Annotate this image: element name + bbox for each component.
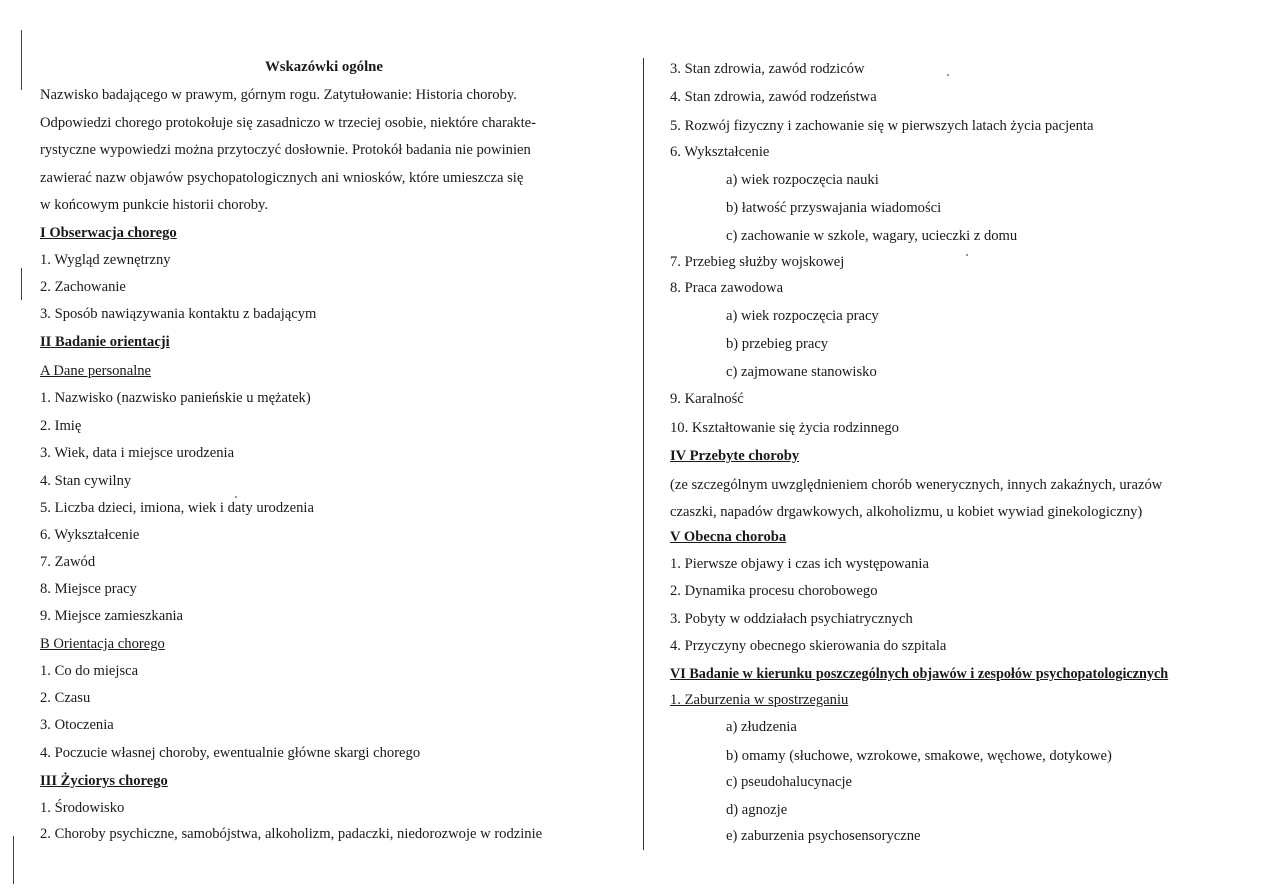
sub-list-item: a) wiek rozpoczęcia nauki (726, 172, 879, 188)
list-item: 3. Pobyty w oddziałach psychiatrycznych (670, 611, 913, 627)
page-title: Wskazówki ogólne (265, 59, 383, 75)
scan-speck (966, 254, 968, 256)
section-heading-3: III Życiorys chorego (40, 773, 168, 789)
list-item: 1. Wygląd zewnętrzny (40, 252, 171, 268)
sub-list-item: e) zaburzenia psychosensoryczne (726, 828, 921, 844)
list-item: 8. Miejsce pracy (40, 581, 137, 597)
list-item: 2. Imię (40, 418, 82, 434)
list-item: 6. Wykształcenie (40, 527, 140, 543)
section-4-text: czaszki, napadów drgawkowych, alkoholizmu, u kobiet wywiad ginekologiczny) (670, 504, 1143, 520)
list-item: 2. Czasu (40, 690, 91, 706)
list-item: 3. Stan zdrowia, zawód rodziców (670, 61, 865, 77)
list-item: 1. Nazwisko (nazwisko panieńskie u mężatek) (40, 390, 311, 406)
list-item: 2. Dynamika procesu chorobowego (670, 583, 878, 599)
list-item: 3. Otoczenia (40, 717, 114, 733)
list-item: 5. Liczba dzieci, imiona, wiek i daty urodzenia (40, 500, 314, 516)
list-item: 4. Stan cywilny (40, 473, 132, 489)
subsection-b: B Orientacja chorego (40, 636, 165, 652)
list-item: 3. Sposób nawiązywania kontaktu z badającym (40, 306, 317, 322)
scan-speck (235, 496, 237, 498)
section-heading-2: II Badanie orientacji (40, 334, 170, 350)
list-item: 9. Miejsce zamieszkania (40, 608, 184, 624)
subsection-a: A Dane personalne (40, 363, 152, 379)
list-item: 5. Rozwój fizyczny i zachowanie się w pierwszych latach życia pacjenta (670, 118, 1094, 134)
list-item: 4. Stan zdrowia, zawód rodzeństwa (670, 89, 877, 105)
sub-list-item: b) omamy (słuchowe, wzrokowe, smakowe, węchowe, dotykowe) (726, 748, 1112, 764)
intro-line: zawierać nazw objawów psychopatologicznych ani wniosków, które umieszcza się (40, 170, 524, 186)
list-item: 2. Zachowanie (40, 279, 126, 295)
list-item: 1. Środowisko (40, 800, 125, 816)
list-item: 7. Przebieg służby wojskowej (670, 254, 845, 270)
list-item: 4. Przyczyny obecnego skierowania do szpitala (670, 638, 947, 654)
list-item: 7. Zawód (40, 554, 96, 570)
list-item: 4. Poczucie własnej choroby, ewentualnie główne skargi chorego (40, 745, 421, 761)
section-heading-1: I Obserwacja chorego (40, 225, 177, 241)
margin-mark-bottom (13, 836, 14, 884)
intro-line: Odpowiedzi chorego protokołuje się zasadniczo w trzeciej osobie, niektóre charakte- (40, 115, 536, 131)
section-heading-4: IV Przebyte choroby (670, 448, 800, 464)
margin-mark-middle (21, 268, 22, 300)
scan-speck (947, 74, 949, 76)
list-item: 9. Karalność (670, 391, 744, 407)
list-item: 8. Praca zawodowa (670, 280, 784, 296)
list-item: 1. Co do miejsca (40, 663, 139, 679)
column-divider (643, 58, 644, 850)
sub-list-item: a) wiek rozpoczęcia pracy (726, 308, 879, 324)
subsection-6-1: 1. Zaburzenia w spostrzeganiu (670, 692, 849, 708)
sub-list-item: b) łatwość przyswajania wiadomości (726, 200, 942, 216)
list-item: 1. Pierwsze objawy i czas ich występowania (670, 556, 929, 572)
section-heading-5: V Obecna choroba (670, 529, 787, 545)
margin-mark-top (21, 30, 22, 90)
intro-line: Nazwisko badającego w prawym, górnym rogu. Zatytułowanie: Historia choroby. (40, 87, 517, 103)
sub-list-item: c) zajmowane stanowisko (726, 364, 877, 380)
list-item: 10. Kształtowanie się życia rodzinnego (670, 420, 899, 436)
list-item: 6. Wykształcenie (670, 144, 770, 160)
sub-list-item: c) zachowanie w szkole, wagary, ucieczki z domu (726, 228, 1018, 244)
list-item: 2. Choroby psychiczne, samobójstwa, alkoholizm, padaczki, niedorozwoje w rodzinie (40, 826, 543, 842)
sub-list-item: d) agnozje (726, 802, 788, 818)
section-heading-6: VI Badanie w kierunku poszczególnych objawów i zespołów psychopatologicznych (670, 666, 1169, 682)
section-4-text: (ze szczególnym uwzględnieniem chorób wenerycznych, innych zakaźnych, urazów (670, 477, 1163, 493)
sub-list-item: a) złudzenia (726, 719, 797, 735)
sub-list-item: b) przebieg pracy (726, 336, 829, 352)
sub-list-item: c) pseudohalucynacje (726, 774, 853, 790)
intro-line: w końcowym punkcie historii choroby. (40, 197, 269, 213)
intro-line: rystyczne wypowiedzi można przytoczyć dosłownie. Protokół badania nie powinien (40, 142, 531, 158)
list-item: 3. Wiek, data i miejsce urodzenia (40, 445, 235, 461)
